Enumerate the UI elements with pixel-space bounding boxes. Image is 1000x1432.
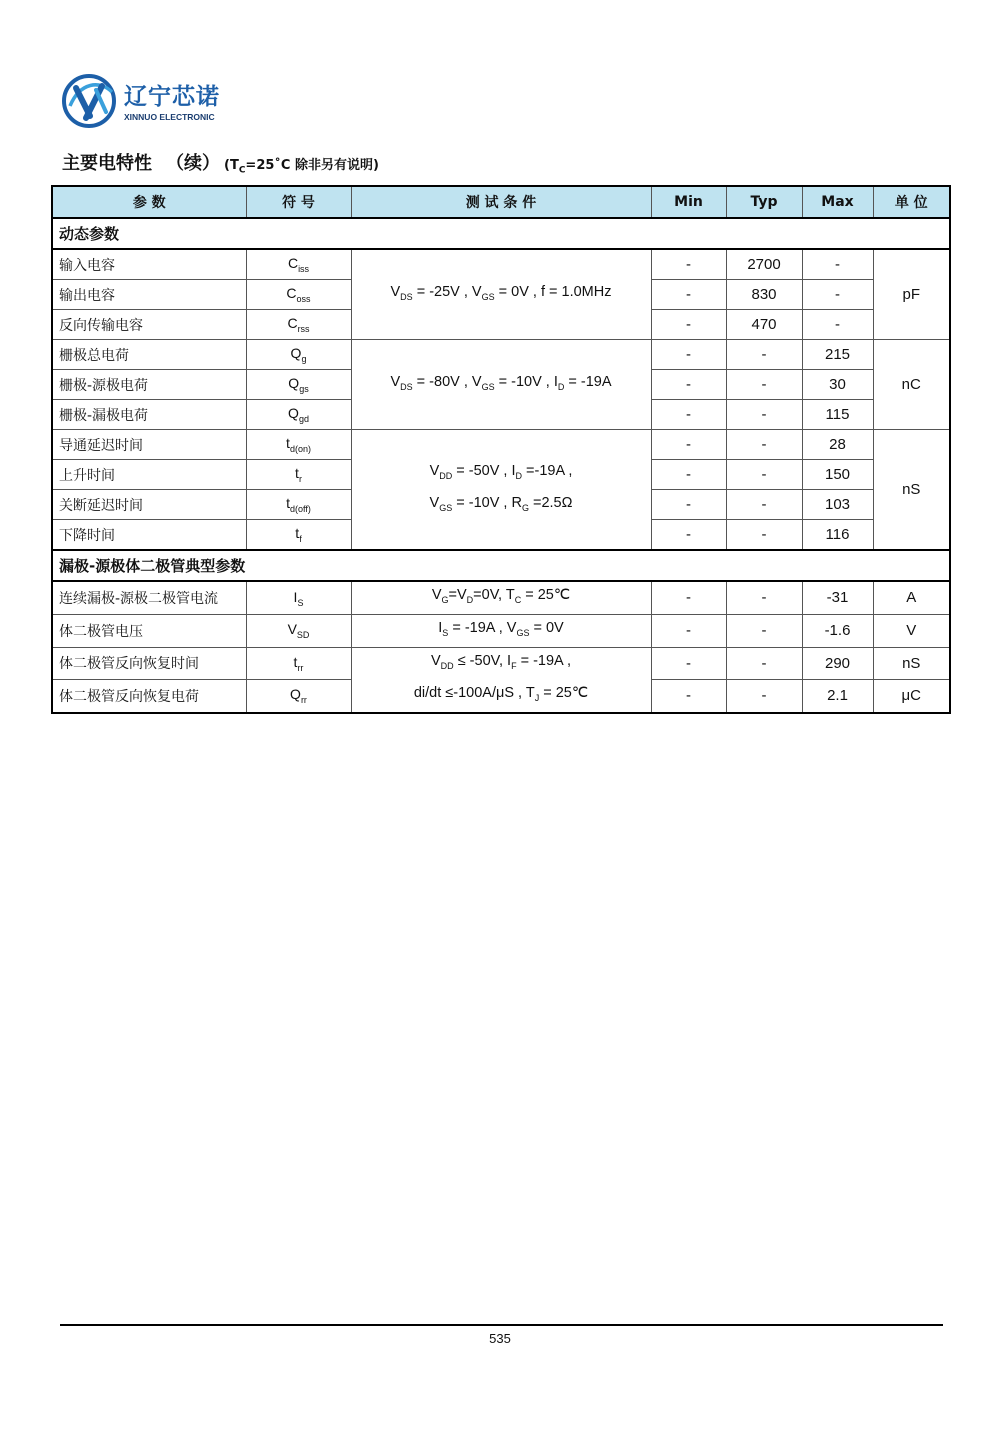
cond-text: V xyxy=(431,652,441,669)
cond-sub: G xyxy=(521,502,529,513)
symbol-main: t xyxy=(286,435,290,452)
symbol-main: t xyxy=(295,525,300,542)
value-max: 103 xyxy=(802,490,873,520)
param-symbol xyxy=(246,400,351,430)
cond-text: = -10V , I xyxy=(494,373,558,390)
symbol-sub: rr xyxy=(297,662,304,673)
param-symbol xyxy=(246,370,351,400)
test-condition-is xyxy=(351,581,651,614)
symbol-sub: gd xyxy=(298,413,309,424)
value-min: - xyxy=(651,520,726,551)
heading-cond-suffix: =25˚C 除非另有说明) xyxy=(245,158,379,173)
cond-sub: DD xyxy=(440,660,454,671)
symbol-main: Q xyxy=(288,375,300,392)
symbol-sub: r xyxy=(298,473,302,484)
cond-text: = 25℃ xyxy=(521,587,571,603)
cond-sub: F xyxy=(511,660,517,671)
symbol-sub: d(off) xyxy=(290,503,311,514)
value-min: - xyxy=(651,581,726,614)
value-min: - xyxy=(651,460,726,490)
cond-sub: S xyxy=(442,627,449,638)
heading-condition xyxy=(224,158,379,176)
value-min: - xyxy=(651,680,726,713)
value-typ: 830 xyxy=(726,280,802,310)
cond-text: V xyxy=(390,283,401,300)
cond-sub: GS xyxy=(439,502,453,513)
value-min: - xyxy=(651,647,726,679)
value-typ: - xyxy=(726,430,802,460)
param-symbol xyxy=(246,647,351,679)
cond-sub: GS xyxy=(516,627,530,638)
value-min: - xyxy=(651,614,726,647)
cond-text: V xyxy=(431,587,442,603)
symbol-main: C xyxy=(287,255,299,272)
symbol-sub: d(on) xyxy=(289,443,311,454)
test-condition-charge xyxy=(351,340,651,430)
heading-continued: （续） xyxy=(166,153,220,174)
symbol-sub: rr xyxy=(300,695,307,706)
param-symbol xyxy=(246,614,351,647)
value-max: 290 xyxy=(802,647,873,679)
col-header-min: Min xyxy=(651,186,726,218)
param-name: 体二极管电压 xyxy=(52,614,246,647)
cond-line-1 xyxy=(358,458,645,490)
symbol-main: V xyxy=(287,621,297,638)
value-typ: - xyxy=(726,647,802,679)
param-name: 输出电容 xyxy=(52,280,246,310)
cond-sub: DS xyxy=(400,381,413,392)
test-condition-vsd xyxy=(351,614,651,647)
symbol-main: t xyxy=(286,495,291,512)
unit-capacitance: pF xyxy=(873,249,950,340)
value-typ: - xyxy=(726,490,802,520)
section-row-dynamic xyxy=(52,218,950,249)
symbol-sub: oss xyxy=(296,293,311,304)
cond-sub: D xyxy=(515,470,523,481)
value-min: - xyxy=(651,400,726,430)
cond-line-2 xyxy=(358,680,645,712)
value-max: -31 xyxy=(802,581,873,614)
param-symbol xyxy=(246,490,351,520)
value-typ: 2700 xyxy=(726,249,802,280)
col-header-condition: 测 试 条 件 xyxy=(351,186,651,218)
unit: nS xyxy=(873,647,950,679)
section-heading xyxy=(62,149,379,176)
unit: A xyxy=(873,581,950,614)
section-title-dynamic: 动态参数 xyxy=(52,218,950,249)
symbol-main: t xyxy=(293,654,298,671)
cond-sub: GS xyxy=(481,291,495,302)
param-name: 体二极管反向恢复电荷 xyxy=(52,680,246,713)
cond-text: ≤ -50V, I xyxy=(453,652,512,669)
param-name: 下降时间 xyxy=(52,520,246,551)
table-row xyxy=(52,614,950,647)
unit-charge: nC xyxy=(873,340,950,430)
table-header-row xyxy=(52,186,950,218)
cond-text: = -50V , I xyxy=(452,462,516,479)
value-typ: 470 xyxy=(726,310,802,340)
cond-text: = 0V , f = 1.0MHz xyxy=(494,283,612,300)
test-condition-reverse-recovery xyxy=(351,647,651,712)
heading-cond-prefix: (T xyxy=(224,158,239,173)
cond-text: = -19A , V xyxy=(448,619,517,636)
cond-text: = 25℃ xyxy=(539,684,589,701)
cond-line-2 xyxy=(358,490,645,522)
cond-text: = -19A , xyxy=(516,652,571,669)
cond-text: V xyxy=(390,373,401,390)
symbol-main: I xyxy=(293,588,298,605)
col-header-unit: 单 位 xyxy=(873,186,950,218)
cond-text: = -10V , R xyxy=(452,494,522,511)
heading-cond-sub: C xyxy=(238,165,246,176)
value-min: - xyxy=(651,280,726,310)
test-condition-capacitance xyxy=(351,249,651,340)
table-row xyxy=(52,340,950,370)
test-condition-switching xyxy=(351,430,651,551)
symbol-main: Q xyxy=(290,345,302,362)
param-name: 栅极总电荷 xyxy=(52,340,246,370)
value-min: - xyxy=(651,340,726,370)
param-symbol xyxy=(246,249,351,280)
param-name: 栅极-源极电荷 xyxy=(52,370,246,400)
value-min: - xyxy=(651,310,726,340)
table-row xyxy=(52,581,950,614)
value-max: 116 xyxy=(802,520,873,551)
value-typ: - xyxy=(726,460,802,490)
value-max: 115 xyxy=(802,400,873,430)
col-header-max: Max xyxy=(802,186,873,218)
cond-text: = -25V , V xyxy=(412,283,482,300)
value-max: 215 xyxy=(802,340,873,370)
symbol-main: C xyxy=(286,285,297,302)
param-name: 栅极-漏极电荷 xyxy=(52,400,246,430)
param-name: 输入电容 xyxy=(52,249,246,280)
table-row xyxy=(52,430,950,460)
cond-sub: DD xyxy=(439,470,453,481)
section-title-diode: 漏极-源极体二极管典型参数 xyxy=(52,550,950,581)
cond-sub: DS xyxy=(400,291,413,302)
value-max: 2.1 xyxy=(802,680,873,713)
cond-text: = -80V , V xyxy=(412,373,482,390)
param-name: 连续漏极-源极二极管电流 xyxy=(52,581,246,614)
footer-divider xyxy=(60,1324,943,1326)
cond-text: =V xyxy=(448,587,467,603)
cond-text: = -19A xyxy=(564,373,612,390)
value-typ: - xyxy=(726,370,802,400)
value-typ: - xyxy=(726,614,802,647)
value-max: 150 xyxy=(802,460,873,490)
symbol-sub: rss xyxy=(297,323,310,334)
xinnuo-logo-icon xyxy=(60,72,118,130)
param-symbol xyxy=(246,430,351,460)
unit: μC xyxy=(873,680,950,713)
value-max: -1.6 xyxy=(802,614,873,647)
value-max: 28 xyxy=(802,430,873,460)
symbol-main: C xyxy=(287,315,298,332)
param-name: 体二极管反向恢复时间 xyxy=(52,647,246,679)
param-symbol xyxy=(246,520,351,551)
heading-title: 主要电特性 xyxy=(62,153,152,174)
value-typ: - xyxy=(726,680,802,713)
cond-text: =2.5Ω xyxy=(528,494,573,511)
unit-time: nS xyxy=(873,430,950,551)
cond-line-1 xyxy=(358,648,645,680)
cond-text: V xyxy=(429,462,440,479)
param-symbol xyxy=(246,581,351,614)
logo-name-en: XINNUO ELECTRONIC xyxy=(124,112,215,122)
param-name: 关断延迟时间 xyxy=(52,490,246,520)
value-min: - xyxy=(651,490,726,520)
electrical-characteristics-table xyxy=(51,185,951,714)
company-logo xyxy=(60,72,250,132)
value-max: - xyxy=(802,249,873,280)
value-typ: - xyxy=(726,520,802,551)
cond-text: =-19A , xyxy=(522,462,573,479)
symbol-sub: gs xyxy=(299,383,309,394)
cond-text: =0V, T xyxy=(473,587,515,603)
symbol-sub: f xyxy=(299,533,302,544)
value-typ: - xyxy=(726,581,802,614)
param-symbol xyxy=(246,340,351,370)
cond-sub: C xyxy=(514,594,522,605)
symbol-main: Q xyxy=(290,686,301,703)
symbol-sub: S xyxy=(297,597,304,608)
value-min: - xyxy=(651,430,726,460)
cond-sub: D xyxy=(466,594,474,605)
value-min: - xyxy=(651,370,726,400)
value-min: - xyxy=(651,249,726,280)
value-max: - xyxy=(802,280,873,310)
cond-sub: D xyxy=(557,381,565,392)
symbol-sub: SD xyxy=(296,630,310,641)
cond-text: V xyxy=(429,494,440,511)
value-typ: - xyxy=(726,400,802,430)
page-number: 535 xyxy=(489,1331,511,1346)
table-row xyxy=(52,249,950,280)
param-name: 上升时间 xyxy=(52,460,246,490)
param-symbol xyxy=(246,680,351,713)
cond-sub: GS xyxy=(481,381,495,392)
cond-sub: G xyxy=(441,594,449,605)
symbol-main: Q xyxy=(288,405,299,422)
col-header-symbol: 符 号 xyxy=(246,186,351,218)
col-header-typ: Typ xyxy=(726,186,802,218)
param-name: 导通延迟时间 xyxy=(52,430,246,460)
section-row-diode xyxy=(52,550,950,581)
col-header-param: 参 数 xyxy=(52,186,246,218)
value-typ: - xyxy=(726,340,802,370)
cond-sub: J xyxy=(534,692,540,703)
cond-text: = 0V xyxy=(529,619,564,636)
cond-text: di/dt ≤-100A/μS , T xyxy=(413,684,535,701)
param-symbol xyxy=(246,460,351,490)
cond-text: I xyxy=(438,619,443,636)
unit: V xyxy=(873,614,950,647)
param-symbol xyxy=(246,310,351,340)
param-symbol xyxy=(246,280,351,310)
symbol-sub: g xyxy=(301,353,307,364)
value-max: - xyxy=(802,310,873,340)
logo-name-cn: 辽宁芯诺 xyxy=(124,84,220,110)
param-name: 反向传输电容 xyxy=(52,310,246,340)
symbol-main: t xyxy=(295,465,299,482)
value-max: 30 xyxy=(802,370,873,400)
table-row xyxy=(52,647,950,679)
symbol-sub: iss xyxy=(298,263,310,274)
